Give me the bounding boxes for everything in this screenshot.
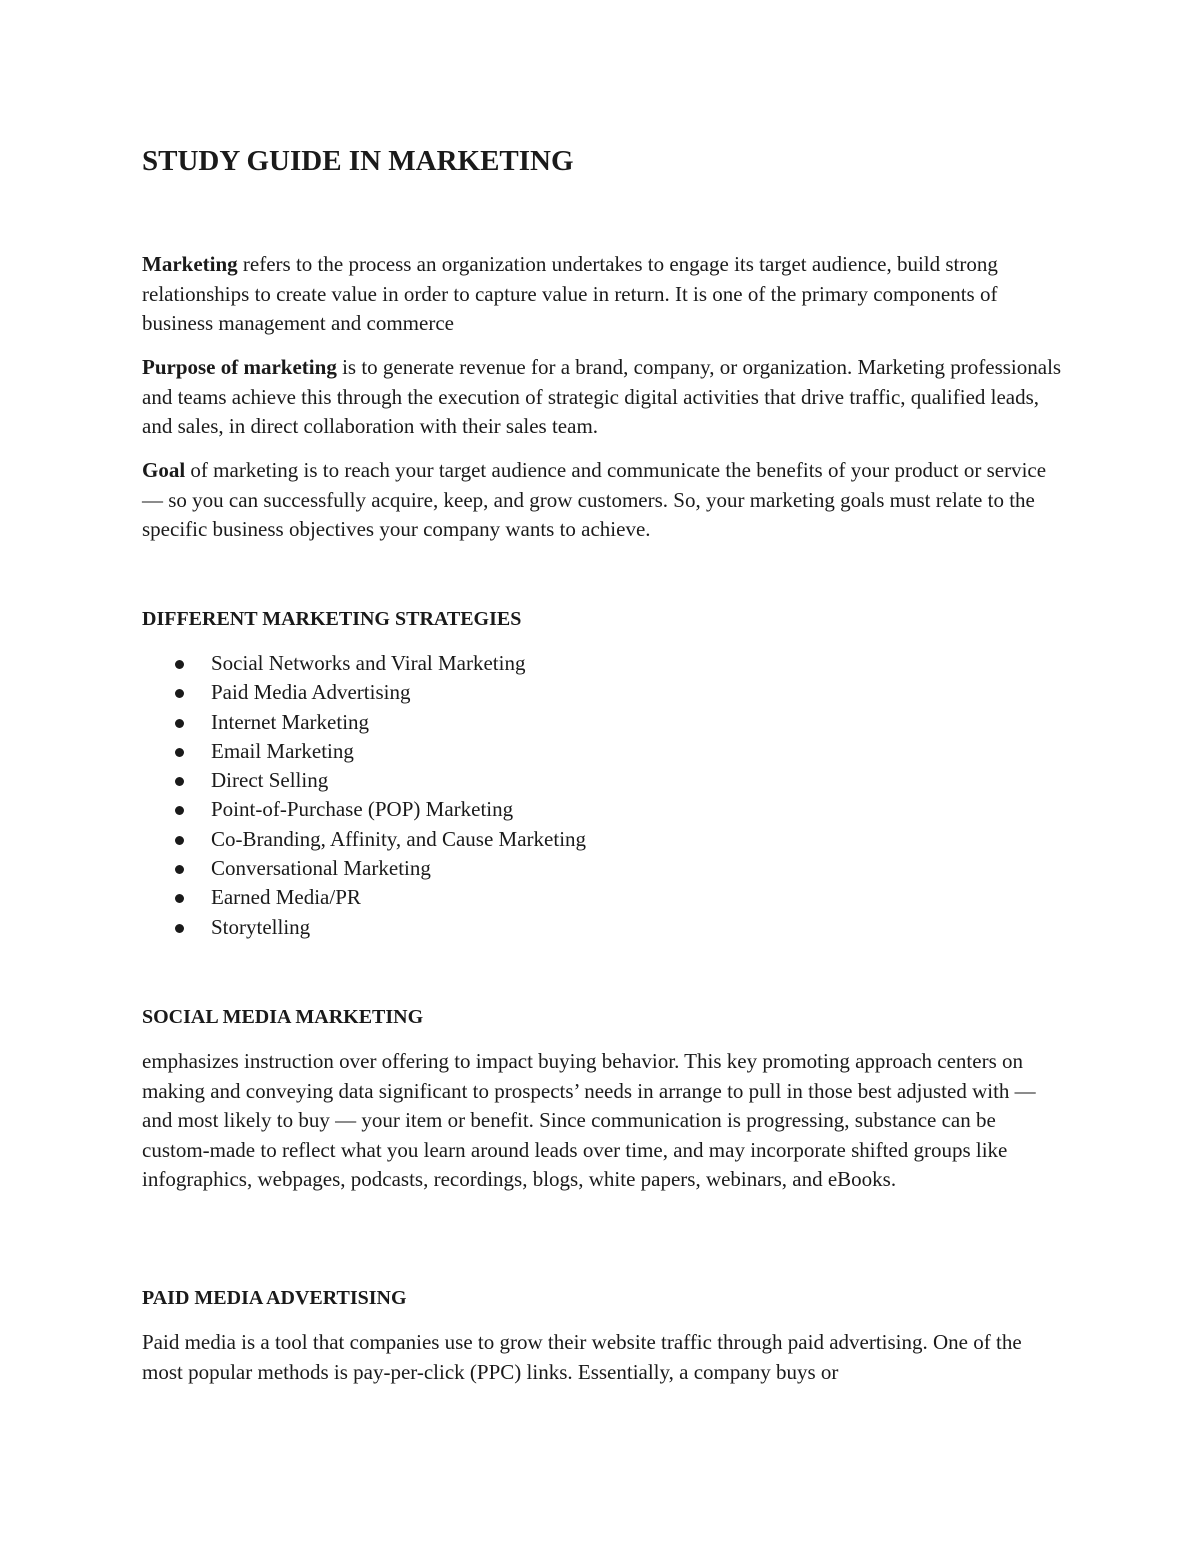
list-item: Conversational Marketing [142, 854, 586, 883]
marketing-definition [142, 250, 1067, 339]
list-item: Co-Branding, Affinity, and Cause Marketing [142, 825, 586, 854]
paid-media-text: Paid media is a tool that companies use to grow their website traffic through paid advertising. One of the most popular methods is pay-per-click (PPC) links. Essentially, a company buys or [142, 1330, 1022, 1384]
paid-media-heading: PAID MEDIA ADVERTISING [142, 1287, 407, 1309]
bullet-icon [175, 806, 184, 815]
list-item: Storytelling [142, 913, 586, 942]
marketing-term: Marketing [142, 252, 238, 276]
purpose-text: is to generate revenue for a brand, company, or organization. Marketing professionals and teams achieve this through the execution of strategic digital activities that drive traffic, qualified leads, and sales, in direct collaboration with their sales team. [142, 355, 1062, 438]
bullet-icon [175, 660, 184, 669]
marketing-text: refers to the process an organization undertakes to engage its target audience, build strong relationships to create value in order to capture value in return. It is one of the primary components of business management and commerce [142, 252, 998, 335]
bullet-icon [175, 777, 184, 786]
list-item: Paid Media Advertising [142, 678, 586, 707]
social-media-heading: SOCIAL MEDIA MARKETING [142, 1006, 424, 1028]
bullet-icon [175, 689, 184, 698]
list-item: Social Networks and Viral Marketing [142, 649, 586, 678]
bullet-icon [175, 719, 184, 728]
page-title: STUDY GUIDE IN MARKETING [142, 145, 574, 177]
bullet-icon [175, 924, 184, 933]
list-item: Email Marketing [142, 737, 586, 766]
list-item: Point-of-Purchase (POP) Marketing [142, 795, 586, 824]
social-media-text: emphasizes instruction over offering to impact buying behavior. This key promoting approach centers on making and conveying data significant to prospects’ needs in arrange to pull in those best adjusted with — and most likely to buy — your item or benefit. Since communication is progressing, substance can be custom-made to reflect what you learn around leads over time, and may incorporate shifted groups like infographics, webpages, podcasts, recordings, blogs, white papers, webinars, and eBooks. [142, 1049, 1036, 1191]
bullet-icon [175, 894, 184, 903]
list-item: Direct Selling [142, 766, 586, 795]
strategies-heading: DIFFERENT MARKETING STRATEGIES [142, 608, 522, 630]
goal-text: of marketing is to reach your target audience and communicate the benefits of your product or service — so you can successfully acquire, keep, and grow customers. So, your marketing goals must relate to the specific business objectives your company wants to achieve. [142, 458, 1047, 541]
bullet-icon [175, 865, 184, 874]
list-item: Earned Media/PR [142, 883, 586, 912]
goal-term: Goal [142, 458, 186, 482]
goal-definition [142, 456, 1067, 545]
purpose-definition [142, 353, 1067, 442]
list-item: Internet Marketing [142, 708, 586, 737]
bullet-icon [175, 748, 184, 757]
bullet-icon [175, 836, 184, 845]
strategies-list [142, 649, 586, 942]
purpose-term: Purpose of marketing [142, 355, 337, 379]
